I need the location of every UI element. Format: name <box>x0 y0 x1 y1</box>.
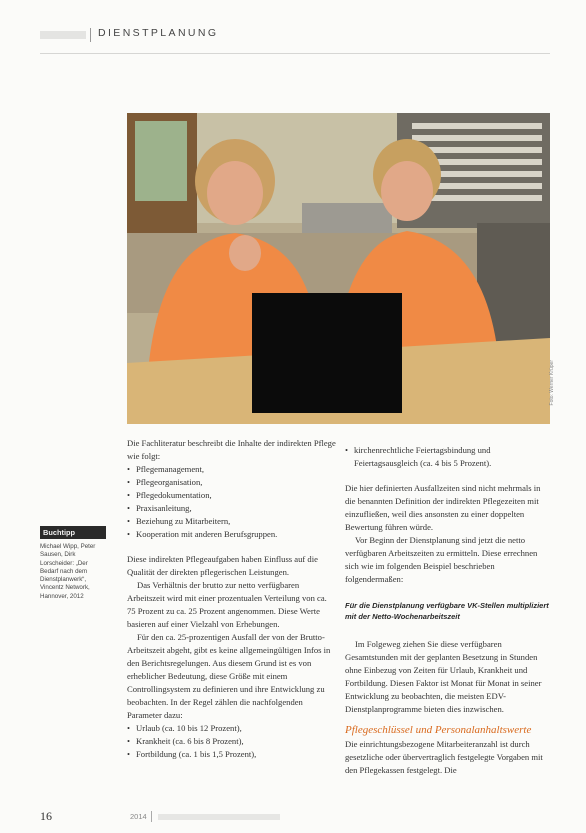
book-tip-sidebar <box>40 526 106 601</box>
list-item: • Praxisanleitung, <box>127 502 337 515</box>
book-tip-heading: Buchtipp <box>40 526 106 539</box>
page-header <box>40 26 550 46</box>
list-item: • kirchenrechtliche Feiertagsbindung und Feiertagsausgleich (ca. 4 bis 5 Prozent). <box>345 444 550 470</box>
col2-paragraph: Die hier definierten Ausfallzeiten sind nicht mehrmals in die benannten Definition der indirekten Pflegezeiten mit einzufließen, weil dies ansonsten zu einer doppelten Bewertung führen würde. <box>345 483 541 532</box>
formula-subheading: Für die Dienstplanung verfügbare VK-Stellen multipliziert mit der Netto-Wochenarbeitszeit <box>345 601 549 621</box>
footer-separator <box>151 811 152 822</box>
footer-year: 2014 <box>130 812 147 821</box>
list-item: • Pflegedokumentation, <box>127 489 337 502</box>
header-separator <box>90 28 91 42</box>
absence-list <box>127 722 337 761</box>
col1-intro: Die Fachliteratur beschreibt die Inhalte der indirekten Pflege wie folgt: <box>127 438 336 461</box>
indirect-care-list <box>127 463 337 541</box>
photo-illustration <box>127 113 550 424</box>
text-column-1 <box>127 437 337 761</box>
list-item: • Fortbildung (ca. 1 bis 1,5 Prozent), <box>127 748 337 761</box>
page-number: 16 <box>40 809 52 823</box>
list-item: • Urlaub (ca. 10 bis 12 Prozent), <box>127 722 337 735</box>
header-label-faded <box>40 31 86 39</box>
text-column-2 <box>345 444 550 777</box>
list-item: • Kooperation mit anderen Berufsgruppen. <box>127 528 337 541</box>
col2-paragraph: Im Folgeweg ziehen Sie diese verfügbaren Gesamtstunden mit der geplanten Besetzung in Stunden ohne Einbezug von Zeiten für Urlaub, Krankheit und Fortbildung. Diesen Faktor ist Monat für Monat in seiner Entwicklung zu beobachten, die meisten EDV-Dienstplanprogramme bieten dies inzwischen. <box>345 639 542 714</box>
col1-paragraph: Das Verhältnis der brutto zur netto verfügbaren Arbeitszeit wird mit einer prozentualen Verteilung von ca. 75 Prozent zu ca. 25 Prozent angenommen. Diese Werte basieren auf einer Vielzahl von Erhebungen. <box>127 580 327 629</box>
section-heading: Pflegeschlüssel und Personalanhaltswerte <box>345 724 532 736</box>
section-title: DIENSTPLANUNG <box>98 27 219 39</box>
col1-paragraph: Diese indirekten Pflegeaufgaben haben Einfluss auf die Qualität der direkten pflegerischen Leistungen. <box>127 554 318 577</box>
photo-credit: Foto: Werner Krüper <box>549 360 555 406</box>
list-item: • Beziehung zu Mitarbeitern, <box>127 515 337 528</box>
list-item: • Pflegeorganisation, <box>127 476 337 489</box>
holiday-list <box>345 444 550 470</box>
col2-paragraph: Die einrichtungsbezogene Mitarbeiteranzahl ist durch gesetzliche oder übervertraglich festgelegte Vorgaben mit den Pflegekassen festgelegt. Die <box>345 739 543 775</box>
article-photo <box>127 113 550 424</box>
col2-paragraph: Vor Beginn der Dienstplanung sind jetzt die netto verfügbaren Arbeitszeiten zu ermitteln. Diese errechnen sich wie im folgenden Beispiel beschrieben folgendermaßen: <box>345 535 538 584</box>
list-item: • Pflegemanagement, <box>127 463 337 476</box>
col1-paragraph: Für den ca. 25-prozentigen Ausfall der von der Brutto-Arbeitszeit abgeht, gibt es keine allgemeingültigen Infos in den Berichtsregelungen. Aus diesem Grund ist es von erheblicher Bedeutung, diese Größe mit einem Controllingsystem zu definieren und ihre Entwicklung zu beobachten. In der Regel zählen die nachfolgenden Parameter dazu: <box>127 632 331 720</box>
book-tip-text: Michael Wipp, Peter Sausen, Dirk Lorscheider: „Der Bedarf nach dem Dienstplanwerk“, Vincentz Network, Hannover, 2012 <box>40 543 96 600</box>
header-rule <box>40 53 550 54</box>
list-item: • Krankheit (ca. 6 bis 8 Prozent), <box>127 735 337 748</box>
footer-url-faded <box>158 814 280 820</box>
